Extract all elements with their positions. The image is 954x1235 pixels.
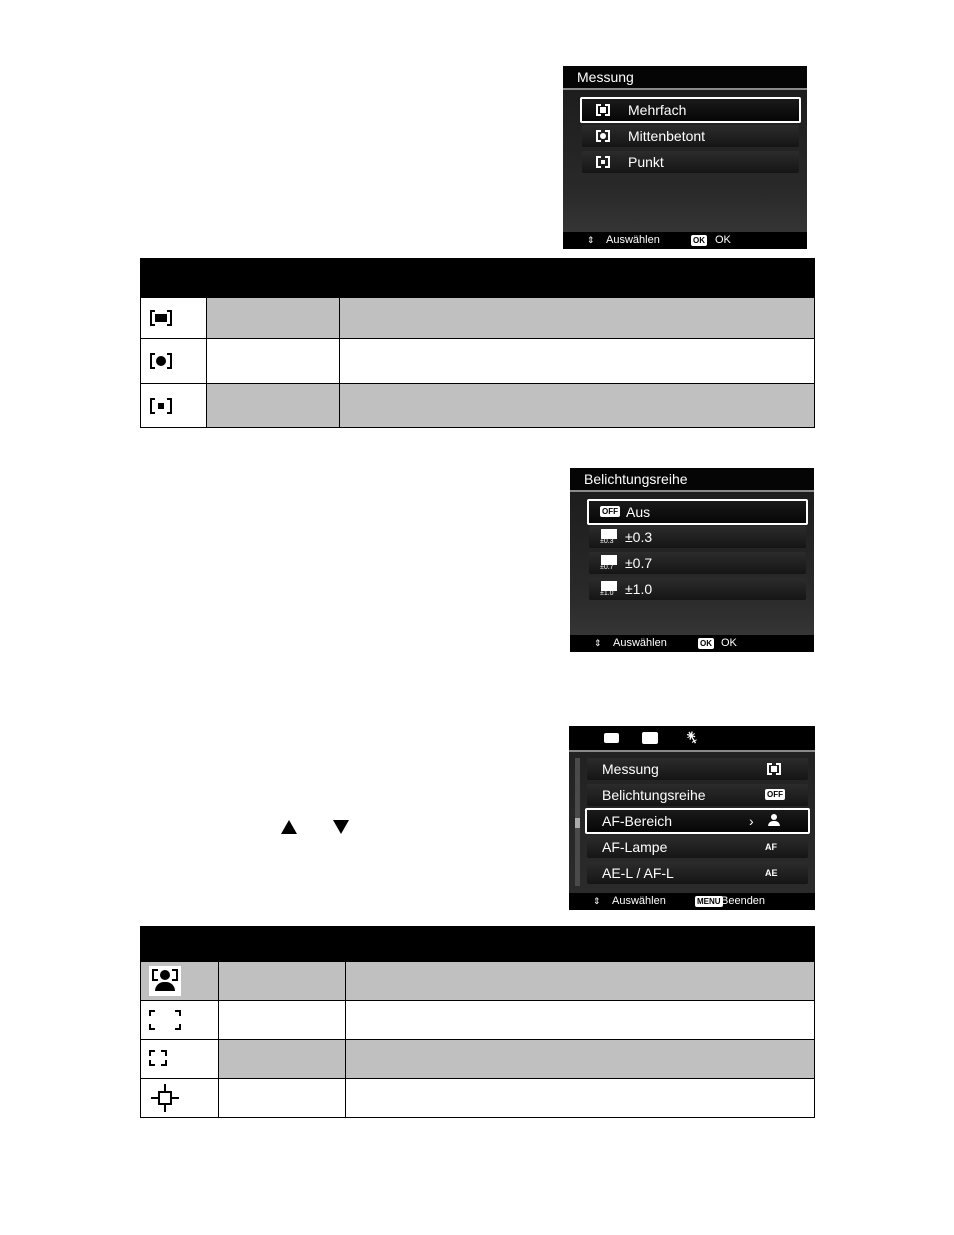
menu-item-ae-l-af-l[interactable]: AE-L / AF-L AE [587, 862, 808, 884]
ae-lock-icon: AE [765, 868, 778, 878]
af-area-table [140, 926, 815, 1118]
camera-tab-icon[interactable] [604, 733, 619, 743]
metering-option-spot[interactable]: Punkt [582, 151, 799, 173]
bracketing-option-0-7[interactable]: ±0.7 ±0.7 [589, 552, 806, 574]
center-af-icon [149, 1050, 167, 1066]
spot-meter-icon [596, 156, 610, 168]
metering-screen-title: Messung [563, 66, 807, 90]
menu-item-af-bereich[interactable]: AF-Bereich › [585, 808, 810, 834]
table-row [141, 1001, 815, 1040]
face-af-icon [149, 966, 181, 996]
multi-meter-icon [596, 104, 610, 116]
menu-item-belichtungsreihe[interactable]: Belichtungsreihe OFF [587, 784, 808, 806]
spot-meter-icon [150, 398, 172, 414]
menu-scrollbar-thumb[interactable] [575, 818, 580, 828]
table-header-cell [141, 927, 219, 962]
bracketing-option-0-3[interactable]: ±0.3 ±0.3 [589, 526, 806, 548]
multi-meter-icon [150, 310, 172, 326]
table-row [141, 339, 815, 384]
down-arrow-icon [333, 820, 349, 834]
ok-key-icon: OK [700, 639, 712, 648]
center-weighted-meter-icon [596, 130, 610, 142]
center-weighted-meter-icon [150, 353, 172, 369]
metering-table [140, 258, 815, 428]
tracking-af-icon [151, 1084, 179, 1112]
metering-option-multi[interactable]: Mehrfach [580, 97, 801, 123]
up-down-icon: ⇕ [594, 638, 602, 648]
face-af-icon [765, 813, 783, 827]
camera-menu-screen [569, 726, 815, 910]
table-row [141, 384, 815, 428]
table-row [141, 1040, 815, 1079]
bracketing-option-off[interactable]: OFF Aus [587, 499, 808, 525]
table-header-cell [340, 259, 815, 298]
metering-hint-bar: ⇕ Auswählen OK OK [563, 232, 807, 249]
bracketing-screen [570, 468, 814, 652]
table-header-cell [219, 927, 346, 962]
table-row [141, 962, 815, 1001]
bracketing-hint-bar: ⇕ Auswählen OK OK [570, 635, 814, 652]
multi-meter-icon [767, 763, 781, 775]
af-lamp-icon: AF [765, 842, 777, 852]
menu-scrollbar[interactable] [575, 758, 580, 886]
menu-hint-bar: ⇕ Auswählen MENU Beenden [569, 893, 815, 910]
video-tab-icon[interactable] [642, 732, 658, 744]
table-row [141, 298, 815, 339]
menu-key-icon: MENU [697, 897, 721, 906]
menu-item-af-lampe[interactable]: AF-Lampe AF [587, 836, 808, 858]
bracketing-option-1-0[interactable]: ±1.0 ±1.0 [589, 578, 806, 600]
metering-option-center[interactable]: Mittenbetont [582, 125, 799, 147]
up-arrow-icon [281, 820, 297, 834]
wide-af-icon [149, 1010, 181, 1030]
table-header-cell [141, 259, 207, 298]
up-down-icon: ⇕ [593, 896, 601, 906]
chevron-right-icon: › [749, 813, 754, 829]
ok-key-icon: OK [693, 236, 705, 245]
setup-tab-icon[interactable]: ⚵ [683, 727, 702, 748]
table-row [141, 1079, 815, 1118]
menu-item-messung[interactable]: Messung [587, 758, 808, 780]
menu-tab-bar [569, 726, 815, 752]
table-header-cell [346, 927, 815, 962]
metering-screen [563, 66, 807, 249]
bracketing-screen-title: Belichtungsreihe [570, 468, 814, 492]
off-badge-icon: OFF [602, 507, 618, 516]
table-header-cell [207, 259, 340, 298]
off-badge-icon: OFF [767, 790, 783, 799]
up-down-icon: ⇕ [587, 235, 595, 245]
